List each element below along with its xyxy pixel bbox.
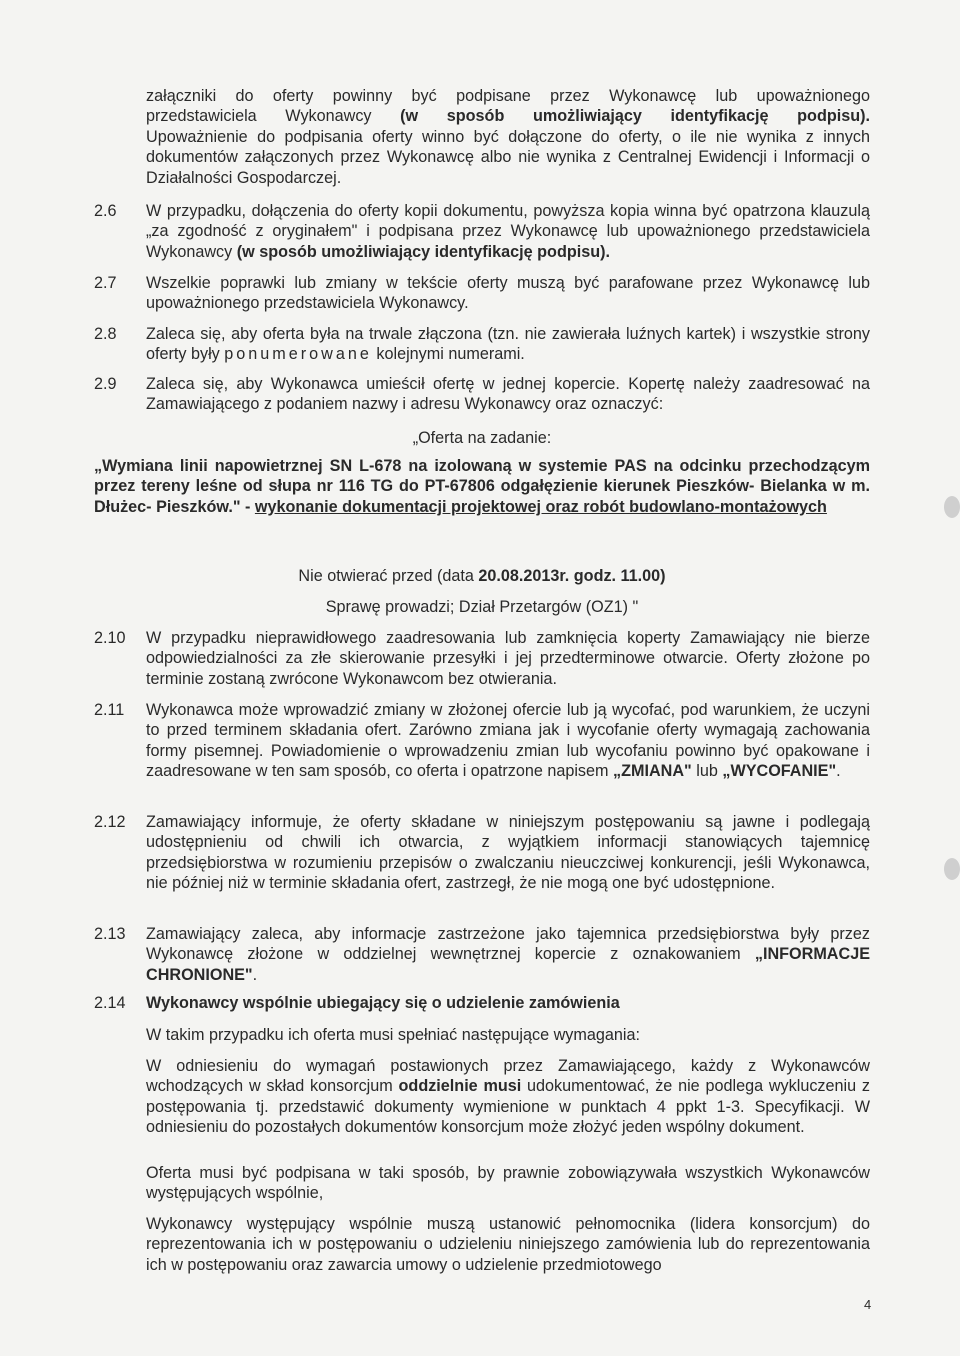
intro-line-1: załączniki do oferty powinny być podpisane przez Wykonawcę lub upoważnionego — [146, 87, 870, 105]
section-number-2-13: 2.13 — [94, 925, 126, 943]
envelope-title-bold: „Wymiana linii napowietrznej SN L-678 na izolowaną w systemie PAS na odcinku przechodzącym przez tereny leśne od słupa nr 116 TG do PT-67806 odgałęzienie kierunek Pieszków- Bielanka w m. Dłużec- Pieszków." - — [94, 457, 870, 516]
section-number-2-10: 2.10 — [94, 629, 126, 647]
envelope-do-not-open — [94, 566, 870, 586]
section-2-13 — [146, 924, 870, 985]
section-number-2-7: 2.7 — [94, 274, 117, 292]
section-2-6-bold: (w sposób umożliwiający identyfikację podpisu). — [236, 242, 610, 261]
do-not-open-text: Nie otwierać przed (data — [298, 567, 479, 585]
envelope-handled-by — [94, 597, 870, 617]
section-number-2-9: 2.9 — [94, 375, 117, 393]
section-2-14-p2-bold: oddzielnie musi — [398, 1077, 522, 1096]
intro-paragraph — [146, 86, 870, 188]
section-2-14-p4 — [146, 1214, 870, 1275]
section-2-14-heading: Wykonawcy wspólnie ubiegający się o udzielenie zamówienia — [146, 994, 620, 1012]
section-number-2-11: 2.11 — [94, 701, 125, 719]
section-2-8-spaced: ponumerowane — [224, 345, 372, 364]
handled-by-text: Sprawę prowadzi; Dział Przetargów (OZ1) " — [325, 598, 639, 616]
section-2-10 — [146, 628, 870, 689]
section-2-14-p4-text: Wykonawcy występujący wspólnie muszą ustanowić pełnomocnika (lidera konsorcjum) do reprezentowania ich w postępowaniu o udzieleniu niniejszego zamówienia lub do reprezentowania ich w postępowaniu oraz zawarcia umowy o udzielenie przedmiotowego — [146, 1215, 870, 1274]
intro-line-2: przedstawiciela Wykonawcy — [146, 107, 401, 126]
section-2-11-bold-1: „ZMIANA" — [613, 762, 692, 781]
punch-hole-mark-top — [944, 496, 960, 518]
section-2-12 — [146, 812, 870, 894]
section-2-10-text: W przypadku nieprawidłowego zaadresowania lub zamknięcia koperty Zamawiający nie bierze odpowiedzialności za złe skierowanie przesyłki i jej przedterminowe otwarcie. Oferty złożone po terminie zostaną zwrócone Wykonawcom bez otwierania. — [146, 629, 870, 688]
section-2-9-text: Zaleca się, aby Wykonawca umieścił ofertę w jednej kopercie. Kopertę należy zaadresować na Zamawiającego z podaniem nazwy i adresu Wykonawcy oraz oznaczyć: — [146, 375, 870, 414]
envelope-title — [94, 456, 870, 517]
section-2-14-p2-end: udokumentować, że nie podlega wykluczeniu z postępowania tj. przedstawić dokumenty wymienione w punktach 4 ppkt 1-3. Specyfikacji. W odniesieniu do pozostałych dokumentów konsorcjum może złożyć jeden wspólny dokument. — [146, 1077, 870, 1137]
section-2-14 — [146, 993, 870, 1013]
do-not-open-date: 20.08.2013r. godz. 11.00) — [478, 567, 666, 585]
section-2-14-p1-text: W takim przypadku ich oferta musi spełniać następujące wymagania: — [146, 1026, 640, 1044]
section-number-2-12: 2.12 — [94, 813, 126, 831]
section-2-14-p2 — [146, 1056, 870, 1138]
section-2-11-end: . — [836, 762, 841, 781]
section-2-11-bold-2: „WYCOFANIE" — [722, 762, 837, 781]
envelope-label-text: „Oferta na zadanie: — [412, 429, 552, 447]
section-2-13-text: Zamawiający zaleca, aby informacje zastrzeżone jako tajemnica przedsiębiorstwa były przez Wykonawcę złożone w oddzielnej wewnętrznej kopercie z oznakowaniem — [146, 925, 870, 964]
section-2-7-text: Wszelkie poprawki lub zmiany w tekście oferty muszą być parafowane przez Wykonawcę lub upoważnionego przedstawiciela Wykonawcy. — [146, 274, 870, 313]
punch-hole-mark-bottom — [944, 858, 960, 880]
section-2-7 — [146, 273, 870, 314]
intro-line-3: Upoważnienie do podpisania oferty winno być dołączone do oferty, o ile nie wynika z innych dokumentów załączonych przez Wykonawcę albo nie wynika z Centralnej Ewidencji i Informacji o Działalności Gospodarczej. — [146, 127, 870, 187]
section-2-14-p1 — [146, 1025, 870, 1045]
section-2-11-text: Wykonawca może wprowadzić zmiany w złożonej ofercie lub ją wycofać, pod warunkiem, że uczyni to przed terminem składania ofert. Zarówno zmiana jak i wycofanie oferty wymagają zachowania formy pisemnej. Powiadomienie o wprowadzeniu zmian lub wycofaniu powinno być opakowane i zaadresowane w ten sam sposób, co oferta i opatrzone napisem — [146, 701, 870, 781]
section-number-2-14: 2.14 — [94, 994, 126, 1012]
section-2-14-p3-text: Oferta musi być podpisana w taki sposób, by prawnie zobowiązywała wszystkich Wykonawców występujących wspólnie, — [146, 1164, 870, 1203]
section-2-11-mid: lub — [691, 762, 723, 781]
section-2-9 — [146, 374, 870, 415]
section-2-6-text: W przypadku, dołączenia do oferty kopii dokumentu, powyższa kopia winna być opatrzona klauzulą „za zgodność z oryginałem" i podpisana przez Wykonawcę lub upoważnionego przedstawiciela Wykonawcy — [146, 202, 870, 261]
section-2-13-bold: „INFORMACJE CHRONIONE" — [146, 945, 870, 984]
envelope-label — [94, 428, 870, 448]
envelope-title-underlined: wykonanie dokumentacji projektowej oraz robót budowlano-montażowych — [254, 497, 827, 516]
section-number-2-6: 2.6 — [94, 202, 117, 220]
section-2-8-text: Zaleca się, aby oferta była na trwale złączona (tzn. nie zawierała luźnych kartek) i wszystkie strony oferty były — [146, 325, 870, 364]
section-2-11 — [146, 700, 870, 782]
section-2-8 — [146, 324, 870, 365]
section-2-13-end: . — [252, 965, 258, 984]
section-2-8-text-end: kolejnymi numerami. — [371, 345, 525, 364]
section-2-14-p2-text: W odniesieniu do wymagań postawionych przez Zamawiającego, każdy z Wykonawców wchodzących w skład konsorcjum — [146, 1057, 870, 1096]
section-2-14-p3 — [146, 1163, 870, 1204]
page-number: 4 — [864, 1297, 872, 1312]
section-2-6 — [146, 201, 870, 262]
intro-line-2-bold: (w sposób umożliwiający identyfikację podpisu). — [400, 107, 870, 126]
section-number-2-8: 2.8 — [94, 325, 117, 343]
section-2-12-text: Zamawiający informuje, że oferty składane w niniejszym postępowaniu są jawne i podlegają udostępnieniu od chwili ich otwarcia, z wyjątkiem informacji stanowiących tajemnicę przedsiębiorstwa w rozumieniu przepisów o zwalczaniu nieuczciwej konkurencji, jeśli Wykonawca, nie później niż w terminie składania ofert, zastrzegł, że nie mogą one być udostępnione. — [146, 813, 870, 893]
